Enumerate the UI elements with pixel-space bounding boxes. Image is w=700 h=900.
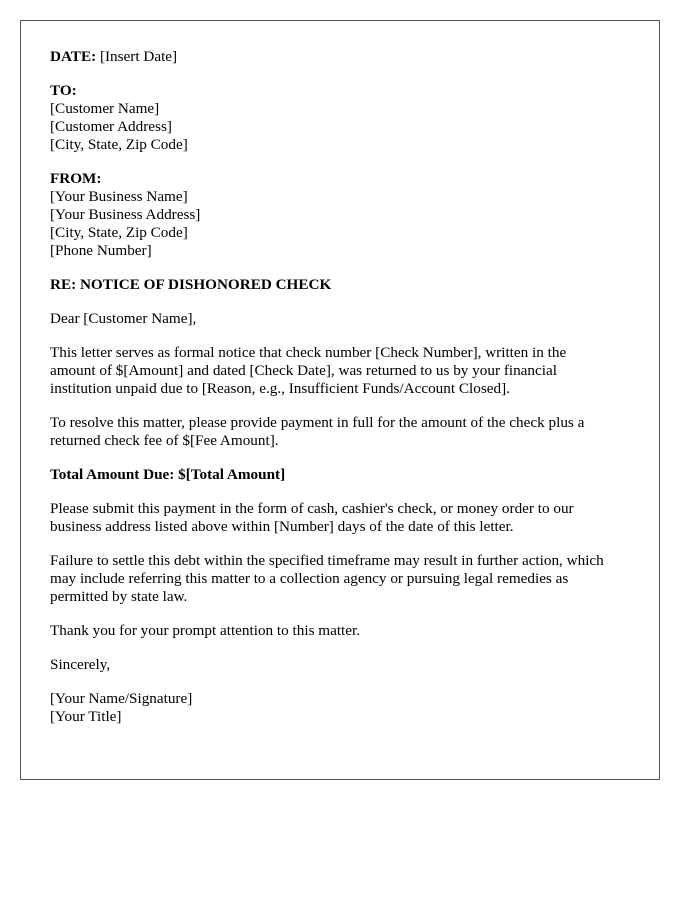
recipient-city-state-zip: [City, State, Zip Code] — [50, 136, 188, 153]
closing: Sincerely, — [50, 656, 111, 673]
total-amount-due: Total Amount Due: $[Total Amount] — [50, 466, 286, 483]
paragraph-thanks: Thank you for your prompt attention to this matter. — [50, 622, 361, 639]
paragraph-line: may include referring this matter to a collection agency or pursuing legal remedies as — [50, 570, 569, 587]
paragraph-line: permitted by state law. — [50, 588, 188, 605]
sender-city-state-zip: [City, State, Zip Code] — [50, 224, 188, 241]
paragraph-line: returned check fee of $[Fee Amount]. — [50, 432, 279, 449]
sender-block — [50, 170, 640, 260]
signature-block — [50, 690, 640, 726]
paragraph-line: amount of $[Amount] and dated [Check Date], was returned to us by your financial — [50, 362, 557, 379]
date-value: [Insert Date] — [99, 48, 178, 65]
paragraph-line: This letter serves as formal notice that check number [Check Number], written in the — [50, 344, 567, 361]
paragraph-payment-instructions — [50, 500, 640, 536]
paragraph-resolution — [50, 414, 640, 450]
date-label: DATE: — [50, 48, 97, 65]
paragraph-line: institution unpaid due to [Reason, e.g., Insufficient Funds/Account Closed]. — [50, 380, 510, 397]
recipient-address: [Customer Address] — [50, 118, 172, 135]
to-label: TO: — [50, 82, 77, 99]
letter-content — [50, 48, 640, 742]
subject-line: RE: NOTICE OF DISHONORED CHECK — [50, 276, 332, 293]
paragraph-line: To resolve this matter, please provide payment in full for the amount of the check plus a — [50, 414, 585, 431]
sender-business-name: [Your Business Name] — [50, 188, 188, 205]
salutation: Dear [Customer Name], — [50, 310, 197, 327]
paragraph-notice — [50, 344, 640, 398]
sender-phone: [Phone Number] — [50, 242, 152, 259]
paragraph-consequences — [50, 552, 640, 606]
date-block — [50, 48, 640, 66]
paragraph-line: Failure to settle this debt within the specified timeframe may result in further action, which — [50, 552, 604, 569]
signature-name: [Your Name/Signature] — [50, 690, 193, 707]
recipient-block — [50, 82, 640, 154]
letter-page — [20, 20, 660, 780]
paragraph-line: Please submit this payment in the form of cash, cashier's check, or money order to our — [50, 500, 574, 517]
from-label: FROM: — [50, 170, 102, 187]
paragraph-line: business address listed above within [Number] days of the date of this letter. — [50, 518, 514, 535]
sender-business-address: [Your Business Address] — [50, 206, 201, 223]
recipient-name: [Customer Name] — [50, 100, 160, 117]
signature-title: [Your Title] — [50, 708, 122, 725]
